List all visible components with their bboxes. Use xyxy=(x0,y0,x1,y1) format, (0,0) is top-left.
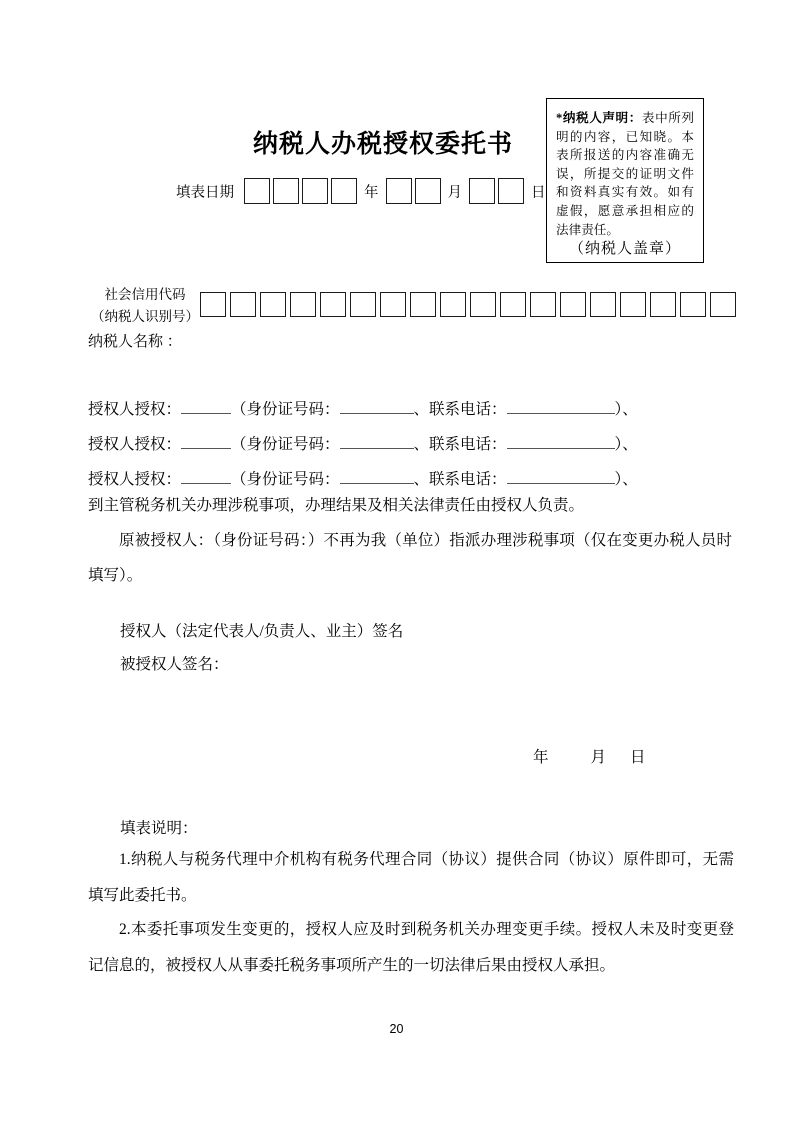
fill-in-box xyxy=(244,178,270,204)
auth-phone-label: 、联系电话： xyxy=(413,436,507,453)
fill-in-box xyxy=(680,292,706,317)
fill-in-box xyxy=(590,292,616,317)
fill-in-box xyxy=(380,292,406,317)
instruction-item-2: 2.本委托事项发生变更的，授权人应及时到税务机关办理变更手续。授权人未及时变更登记信息的，被授权人从事委托税务事项所产生的一切法律后果由授权人承担。 xyxy=(88,921,734,974)
credit-code-box-row xyxy=(200,292,736,317)
month-unit-label: 月 xyxy=(447,184,462,201)
authorization-line xyxy=(88,392,638,427)
auth-name-blank xyxy=(181,399,231,414)
fill-date-row xyxy=(176,178,553,204)
fill-in-box xyxy=(230,292,256,317)
signature-year-label: 年 xyxy=(533,749,549,766)
fill-in-box xyxy=(290,292,316,317)
page-number: 20 xyxy=(389,1022,404,1036)
fill-in-box xyxy=(440,292,466,317)
responsibility-statement: 到主管税务机关办理涉税事项，办理结果及相关法律责任由授权人负责。 xyxy=(88,497,585,514)
fill-in-box xyxy=(200,292,226,317)
credit-code-label-line2: （纳税人识别号） xyxy=(91,309,199,324)
fill-in-box xyxy=(620,292,646,317)
fill-date-month-boxes xyxy=(386,178,441,204)
authorization-line xyxy=(88,427,638,462)
fill-date-year-boxes xyxy=(244,178,357,204)
authorizer-signature-label: 授权人（法定代表人/负责人、业主）签名 xyxy=(120,623,404,640)
fill-in-box xyxy=(410,292,436,317)
fill-in-box xyxy=(260,292,286,317)
auth-phone-blank xyxy=(507,399,615,414)
auth-suffix: ）、 xyxy=(614,471,638,488)
page-title: 纳税人办税授权委托书 xyxy=(252,131,513,158)
original-agent-note: 原被授权人：（身份证号码：）不再为我（单位）指派办理涉税事项（仅在变更办税人员时填写）。 xyxy=(88,532,732,584)
declaration-body: 表中所列明的内容，已知晓。本表所报送的内容准确无误，所提交的证明文件和资料真实有效。如有虚假，愿意承担相应的法律责任。 xyxy=(556,111,695,237)
declaration-lead: *纳税人声明： xyxy=(556,111,642,125)
auth-id-label: （身份证号码： xyxy=(231,436,340,453)
signature-day-label: 日 xyxy=(630,749,646,766)
fill-date-day-boxes xyxy=(469,178,524,204)
auth-id-label: （身份证号码： xyxy=(231,471,340,488)
auth-id-blank xyxy=(340,399,414,414)
auth-phone-blank xyxy=(507,469,615,484)
auth-prefix: 授权人授权： xyxy=(88,436,182,453)
fill-in-box xyxy=(320,292,346,317)
year-unit-label: 年 xyxy=(364,184,379,201)
taxpayer-declaration-box xyxy=(546,98,704,263)
agent-signature-label: 被授权人签名： xyxy=(120,656,229,673)
fill-in-box xyxy=(302,178,328,204)
fill-in-box xyxy=(469,178,495,204)
fill-date-label: 填表日期 xyxy=(176,184,234,201)
auth-suffix: ）、 xyxy=(614,401,638,418)
credit-code-boxes xyxy=(200,292,736,317)
auth-phone-label: 、联系电话： xyxy=(413,401,507,418)
fill-in-box xyxy=(530,292,556,317)
fill-in-box xyxy=(273,178,299,204)
fill-in-box xyxy=(331,178,357,204)
instructions-heading: 填表说明： xyxy=(120,820,198,837)
credit-code-label xyxy=(88,284,202,328)
fill-in-box xyxy=(415,178,441,204)
taxpayer-name-label: 纳税人名称 ： xyxy=(88,334,182,350)
fill-in-box xyxy=(500,292,526,317)
day-unit-label: 日 xyxy=(531,184,546,201)
taxpayer-seal-label: （纳税人盖章） xyxy=(568,241,681,258)
fill-in-box xyxy=(350,292,376,317)
fill-in-box xyxy=(560,292,586,317)
auth-id-label: （身份证号码： xyxy=(231,401,340,418)
instruction-item-1: 1.纳税人与税务代理中介机构有税务代理合同（协议）提供合同（协议）原件即可，无需填写此委托书。 xyxy=(88,851,734,904)
auth-prefix: 授权人授权： xyxy=(88,401,182,418)
fill-in-box xyxy=(386,178,412,204)
auth-name-blank xyxy=(181,434,231,449)
fill-in-box xyxy=(498,178,524,204)
authorization-lines xyxy=(88,392,638,497)
auth-phone-label: 、联系电话： xyxy=(413,471,507,488)
auth-name-blank xyxy=(181,469,231,484)
auth-id-blank xyxy=(340,434,414,449)
fill-in-box xyxy=(710,292,736,317)
signature-date-line xyxy=(533,745,646,767)
auth-id-blank xyxy=(340,469,414,484)
credit-code-label-line1: 社会信用代码 xyxy=(104,287,186,302)
fill-in-box xyxy=(470,292,496,317)
auth-prefix: 授权人授权： xyxy=(88,471,182,488)
auth-suffix: ）、 xyxy=(614,436,638,453)
auth-phone-blank xyxy=(507,434,615,449)
signature-month-label: 月 xyxy=(590,749,607,766)
fill-in-box xyxy=(650,292,676,317)
